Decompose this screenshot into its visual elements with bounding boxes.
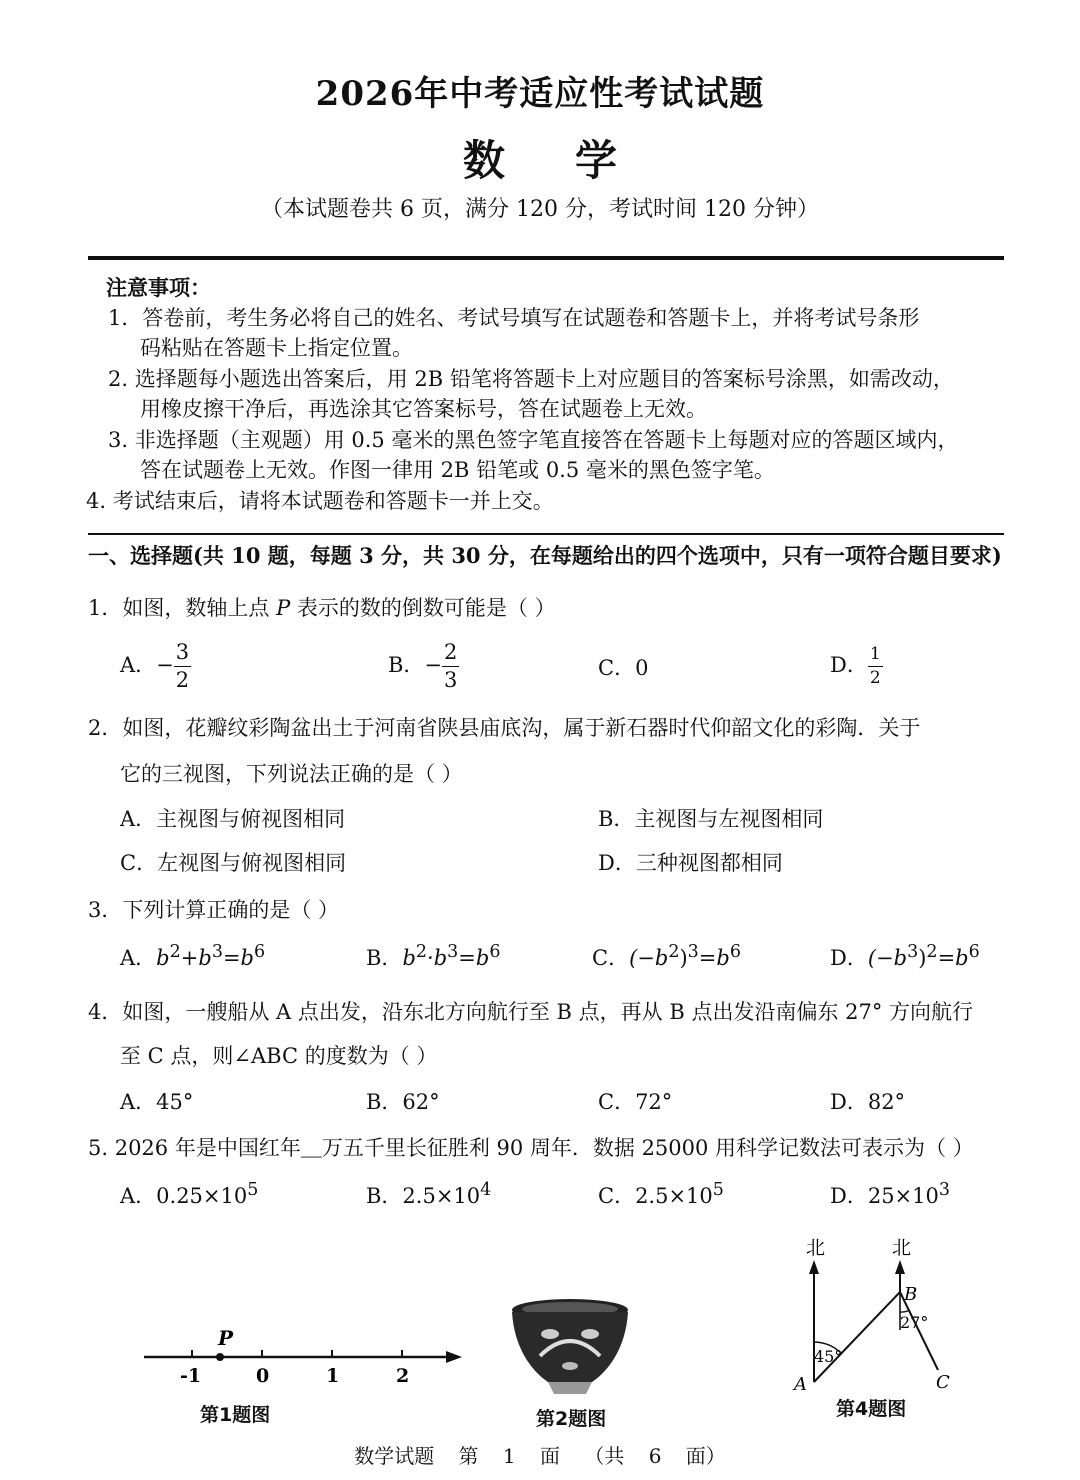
question-3-option-d: D．$(-b^3)^2=b^6$ bbox=[830, 942, 980, 970]
point-c-label: C bbox=[936, 1372, 950, 1393]
question-2-stem-line1: 2．如图，花瓣纹彩陶盆出土于河南省陕县庙底沟，属于新石器时代仰韶文化的彩陶．关于 bbox=[88, 716, 921, 740]
note-1-cont: 码粘贴在答题卡上指定位置。 bbox=[140, 336, 413, 360]
figure-1-number-line bbox=[140, 1325, 470, 1395]
question-3-option-c: C．$(-b^2)^3=b^6$ bbox=[592, 942, 741, 970]
point-p-dot bbox=[216, 1353, 224, 1361]
bowl-pattern-2 bbox=[541, 1329, 559, 1339]
header-divider bbox=[88, 256, 1004, 260]
angle-arc-b bbox=[900, 1310, 910, 1312]
note-1: 1．答卷前，考生务必将自己的姓名、考试号填写在试题卷和答题卡上，并将考试号条形 bbox=[108, 306, 920, 330]
tick-label-1: 1 bbox=[326, 1365, 340, 1387]
question-2-option-c: C．左视图与俯视图相同 bbox=[120, 851, 347, 875]
question-1-option-b: B．− $\frac{2}{3}$ bbox=[388, 640, 458, 692]
question-3-stem: 3．下列计算正确的是（ ） bbox=[88, 898, 340, 922]
question-2-stem-line2: 它的三视图，下列说法正确的是（ ） bbox=[120, 762, 463, 786]
note-2-cont: 用橡皮擦干净后，再选涂其它答案标号，答在试题卷上无效。 bbox=[140, 397, 707, 421]
question-1-option-c: C．0 bbox=[598, 656, 649, 680]
exam-info: （本试题卷共 6 页，满分 120 分，考试时间 120 分钟） bbox=[261, 197, 819, 222]
question-5-option-d: D．$25\times 10^3$ bbox=[830, 1180, 951, 1208]
question-5-option-a: A．$0.25\times 10^5$ bbox=[120, 1180, 259, 1208]
question-5-option-b: B．$2.5\times 10^4$ bbox=[366, 1180, 492, 1208]
note-2: 2. 选择题每小题选出答案后，用 2B 铅笔将答题卡上对应题目的答案标号涂黑，如需改动， bbox=[108, 367, 954, 391]
question-2-option-b: B．主视图与左视图相同 bbox=[598, 807, 824, 831]
question-1-option-d: D． $\frac{1}{2}$ bbox=[830, 644, 881, 688]
angle-label-45: 45° bbox=[814, 1347, 843, 1366]
figure-4-navigation-diagram bbox=[780, 1230, 960, 1395]
north-arrow-a bbox=[809, 1260, 819, 1274]
notes-divider bbox=[88, 533, 1004, 535]
note-3-cont: 答在试题卷上无效。作图一律用 2B 铅笔或 0.5 毫米的黑色签字笔。 bbox=[140, 458, 775, 482]
page-title: 2026年中考适应性考试试题 bbox=[315, 74, 765, 114]
figure-1-caption: 第1题图 bbox=[200, 1404, 271, 1426]
tick-label-2: 2 bbox=[396, 1365, 410, 1387]
question-5-option-c: C．$2.5\times 10^5$ bbox=[598, 1180, 724, 1208]
question-1-stem: 1．如图，数轴上点 P 表示的数的倒数可能是（ ） bbox=[88, 596, 556, 620]
question-5-stem: 5. 2026 年是中国红年＿万五千里长征胜利 90 周年．数据 25000 用科学记数法可表示为（ ） bbox=[88, 1136, 974, 1160]
figure-2-pottery-bowl bbox=[500, 1296, 640, 1406]
subject-title: 数学 bbox=[462, 136, 687, 185]
north-label-a: 北 bbox=[806, 1237, 826, 1259]
question-3-option-b: B．$b^2\cdot b^3=b^6$ bbox=[366, 942, 501, 970]
tick-label-minus-1: -1 bbox=[180, 1365, 202, 1387]
bowl-base bbox=[548, 1382, 592, 1394]
question-2-option-a: A．主视图与俯视图相同 bbox=[120, 807, 346, 831]
question-2-option-d: D．三种视图都相同 bbox=[598, 851, 783, 875]
question-1-option-a: A．− $\frac{3}{2}$ bbox=[120, 640, 190, 692]
note-4: 4. 考试结束后，请将本试题卷和答题卡一并上交。 bbox=[86, 489, 554, 513]
note-3: 3. 非选择题（主观题）用 0.5 毫米的黑色签字笔直接答在答题卡上每题对应的答题区域内， bbox=[108, 428, 959, 452]
page-footer: 数学试题 第 1 面 （共 6 面） bbox=[354, 1444, 726, 1468]
tick-label-0: 0 bbox=[256, 1365, 270, 1387]
section-heading: 一、选择题(共 10 题，每题 3 分，共 30 分，在每题给出的四个选项中，只有一项符合题目要求) bbox=[88, 543, 1002, 568]
question-4-stem-line2: 至 C 点，则∠ABC 的度数为（ ） bbox=[120, 1044, 438, 1068]
number-line-arrow bbox=[446, 1351, 462, 1363]
figure-2-caption: 第2题图 bbox=[536, 1408, 607, 1430]
question-4-option-d: D．82° bbox=[830, 1090, 906, 1114]
question-4-stem-line1: 4．如图，一艘船从 A 点出发，沿东北方向航行至 B 点，再从 B 点出发沿南偏东 27° 方向航行 bbox=[88, 1000, 974, 1024]
question-4-option-c: C．72° bbox=[598, 1090, 673, 1114]
north-arrow-b bbox=[895, 1260, 905, 1274]
angle-label-27: 27° bbox=[900, 1313, 929, 1332]
question-4-option-b: B．62° bbox=[366, 1090, 440, 1114]
north-label-b: 北 bbox=[892, 1237, 912, 1259]
question-4-option-a: A．45° bbox=[120, 1090, 194, 1114]
point-b-label: B bbox=[904, 1284, 918, 1305]
point-a-label: A bbox=[794, 1374, 807, 1395]
bowl-body bbox=[512, 1312, 628, 1382]
point-p-label: P bbox=[218, 1326, 234, 1350]
path-a-to-b bbox=[814, 1292, 900, 1382]
bowl-pattern-3 bbox=[581, 1329, 599, 1339]
question-3-option-a: A．$b^2+b^3=b^6$ bbox=[120, 942, 266, 970]
notes-heading: 注意事项： bbox=[106, 275, 211, 300]
bowl-pattern-4 bbox=[562, 1362, 578, 1370]
figure-4-caption: 第4题图 bbox=[836, 1398, 907, 1420]
